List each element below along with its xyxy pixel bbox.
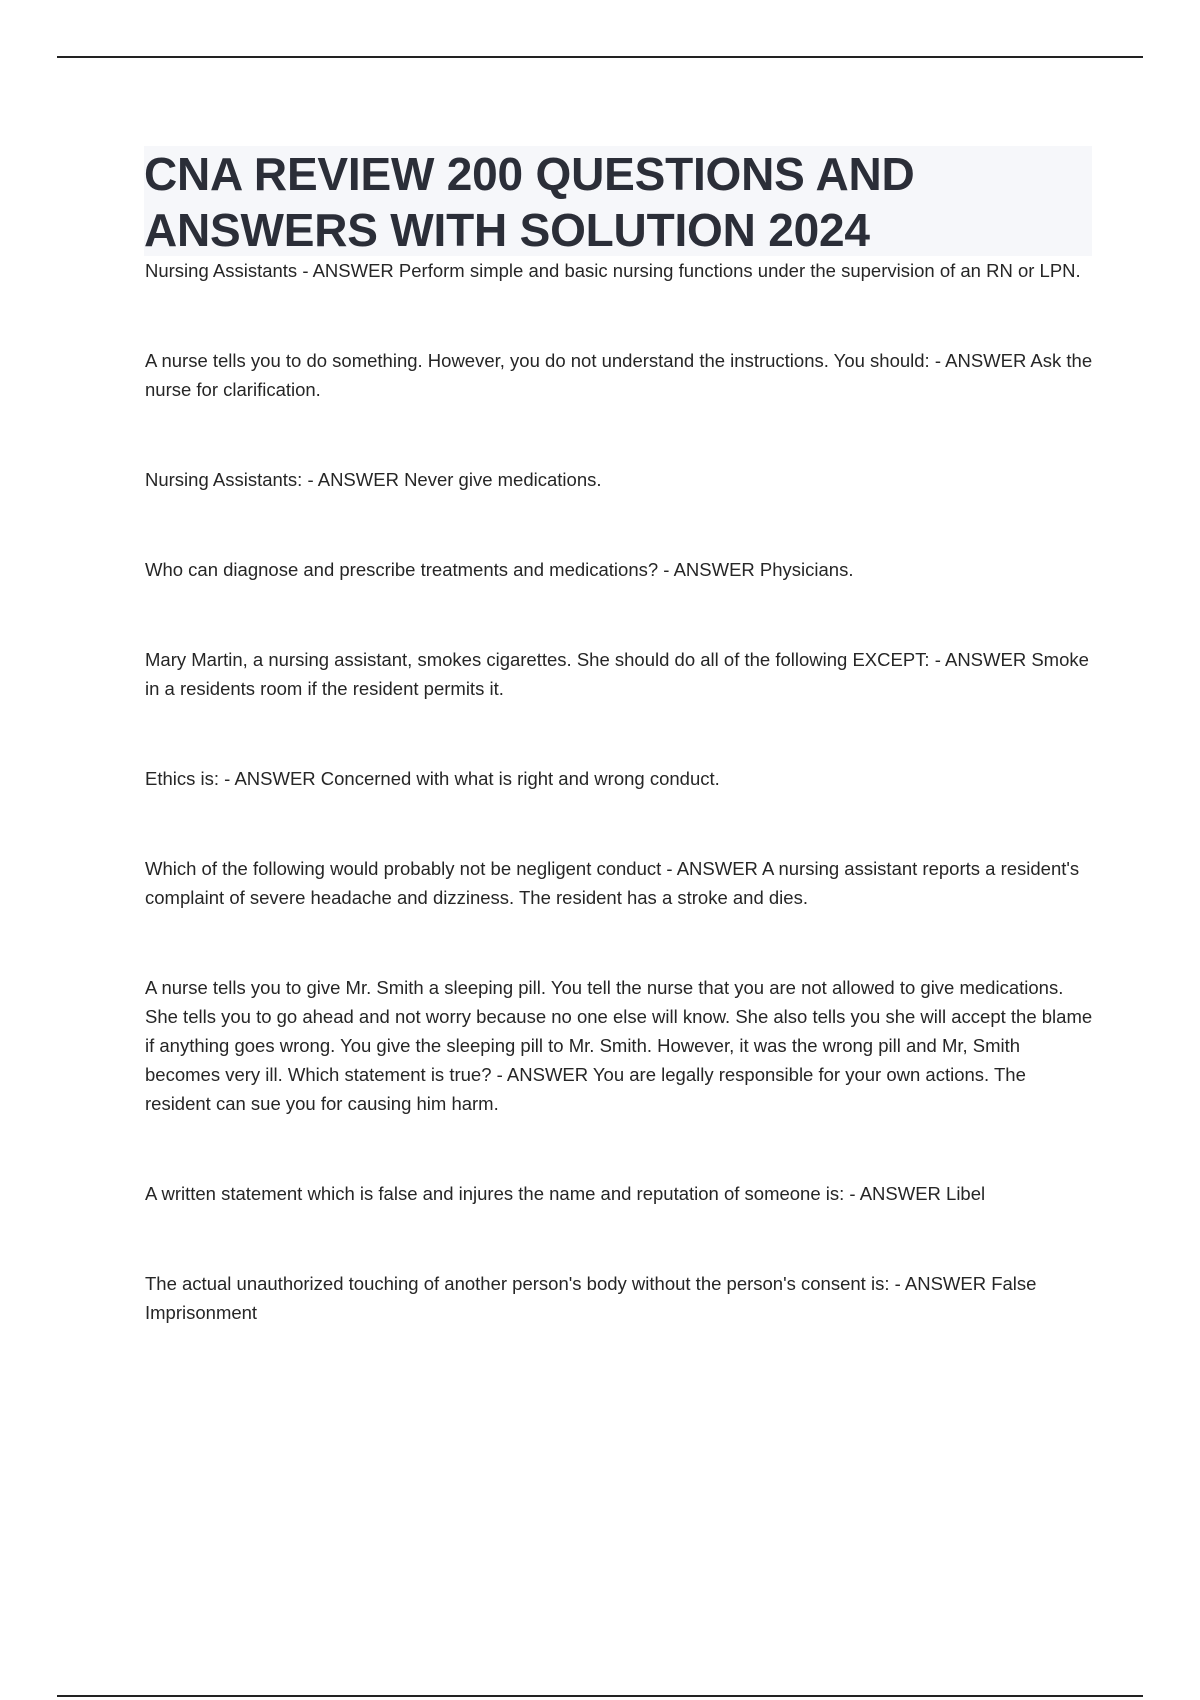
qa-item: Which of the following would probably not be negligent conduct - ANSWER A nursing assistant reports a resident's complaint of severe headache and dizziness. The resident has a stroke and dies. (145, 858, 1080, 908)
qa-list (145, 256, 1095, 1327)
qa-item: Mary Martin, a nursing assistant, smokes cigarettes. She should do all of the following EXCEPT: - ANSWER Smoke in a residents room if the resident permits it. (145, 649, 1089, 699)
qa-item: Who can diagnose and prescribe treatments and medications? - ANSWER Physicians. (145, 559, 854, 580)
qa-item: Nursing Assistants: - ANSWER Never give medications. (145, 469, 602, 490)
qa-item: Ethics is: - ANSWER Concerned with what is right and wrong conduct. (145, 768, 720, 789)
document-title: CNA REVIEW 200 QUESTIONS AND ANSWERS WITH SOLUTION 2024 (144, 148, 915, 256)
bottom-divider (57, 1695, 1143, 1697)
top-divider (57, 56, 1143, 58)
qa-item: A written statement which is false and injures the name and reputation of someone is: - ANSWER Libel (145, 1183, 986, 1204)
title-block (144, 146, 1092, 256)
qa-item: Nursing Assistants - ANSWER Perform simple and basic nursing functions under the supervision of an RN or LPN. (145, 260, 1081, 281)
qa-item: A nurse tells you to do something. However, you do not understand the instructions. You should: - ANSWER Ask the nurse for clarification. (145, 350, 1093, 400)
qa-item: A nurse tells you to give Mr. Smith a sleeping pill. You tell the nurse that you are not allowed to give medications. She tells you to go ahead and not worry because no one else will know. She also tells you she will accept the blame if anything goes wrong. You give the sleeping pill to Mr. Smith. However, it was the wrong pill and Mr, Smith becomes very ill. Which statement is true? - ANSWER You are legally responsible for your own actions. The resident can sue you for causing him harm. (145, 977, 1093, 1114)
qa-item: The actual unauthorized touching of another person's body without the person's consent is: - ANSWER False Imprisonment (145, 1273, 1037, 1323)
